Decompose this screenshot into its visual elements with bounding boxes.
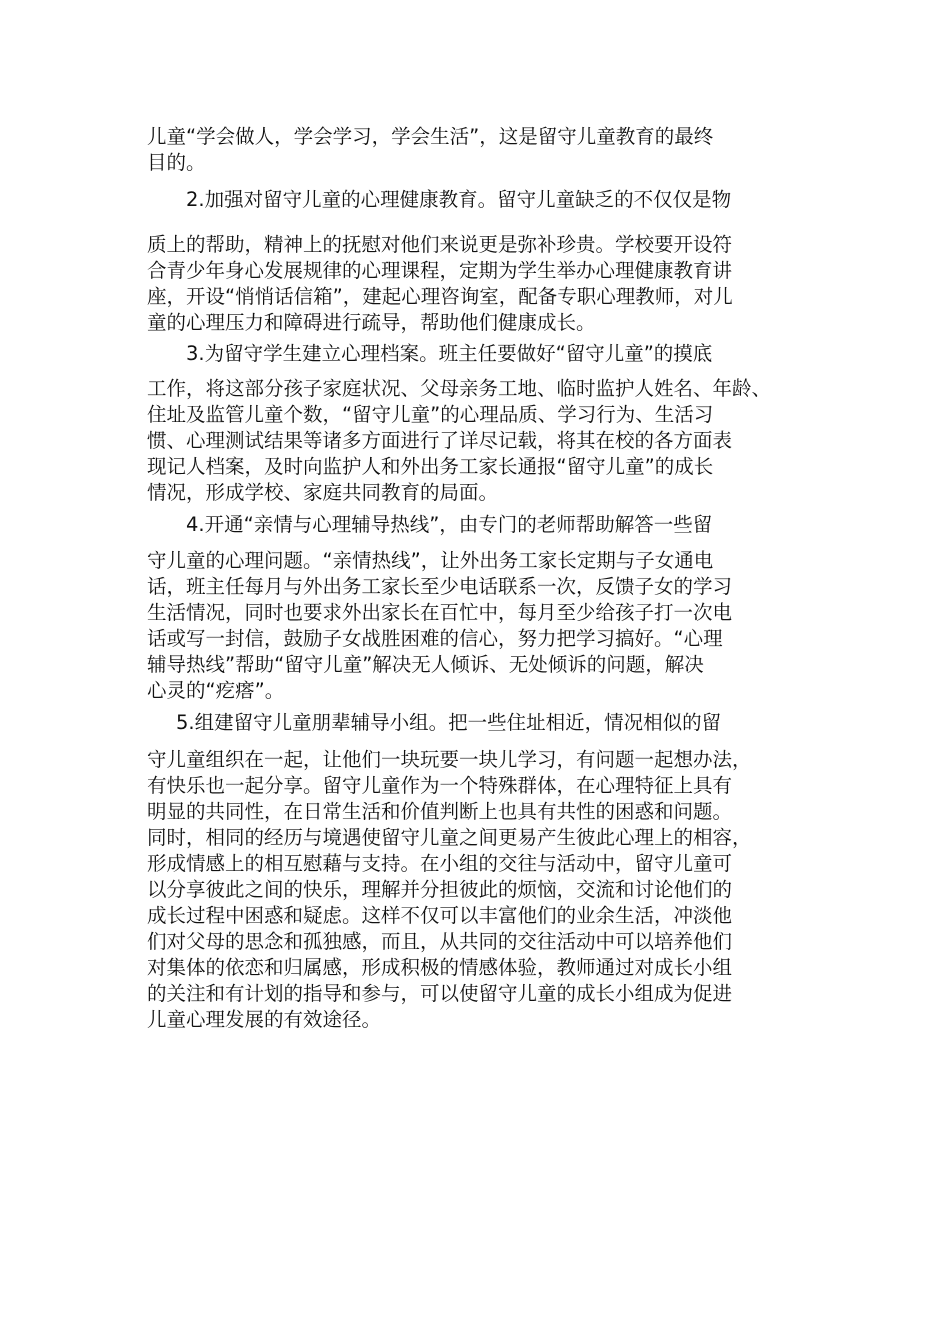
text-line: 形成情感上的相互慰藉与支持。在小组的交往与活动中，留守儿童可 xyxy=(147,852,733,875)
text-line: 守儿童的心理问题。“亲情热线”，让外出务工家长定期与子女通电 xyxy=(147,549,714,572)
text-line: 对集体的依恋和归属感，形成积极的情感体验，教师通过对成长小组 xyxy=(147,956,733,979)
text-line: 话，班主任每月与外出务工家长至少电话联系一次，反馈子女的学习 xyxy=(147,575,733,598)
text-line: 3.为留守学生建立心理档案。班主任要做好“留守儿童”的摸底 xyxy=(186,342,713,365)
text-line: 儿童“学会做人，学会学习，学会生活”，这是留守儿童教育的最终 xyxy=(147,125,714,148)
item3-paragraph xyxy=(147,376,809,506)
item5-paragraph xyxy=(147,747,809,1033)
text-line: 2.加强对留守儿童的心理健康教育。留守儿童缺乏的不仅仅是物 xyxy=(186,188,732,211)
text-line: 辅导热线”帮助“留守儿童”解决无人倾诉、无处倾诉的问题，解决 xyxy=(147,653,704,676)
text-line: 现记人档案，及时向监护人和外出务工家长通报“留守儿童”的成长 xyxy=(147,455,714,478)
item3-heading-line xyxy=(186,341,809,367)
text-line: 有快乐也一起分享。留守儿童作为一个特殊群体，在心理特征上具有 xyxy=(147,774,733,797)
item2-paragraph xyxy=(147,232,809,336)
text-line: 座，开设“悄悄话信箱”，建起心理咨询室，配备专职心理教师，对儿 xyxy=(147,285,733,308)
text-line: 明显的共同性，在日常生活和价值判断上也具有共性的困惑和问题。 xyxy=(147,800,733,823)
text-line: 守儿童组织在一起，让他们一块玩要一块儿学习，有问题一起想办法， xyxy=(147,748,752,771)
text-line: 心灵的“疙瘩”。 xyxy=(147,679,285,702)
text-line: 住址及监管儿童个数，“留守儿童”的心理品质、学习行为、生活习 xyxy=(147,403,714,426)
text-line: 以分享彼此之间的快乐，理解并分担彼此的烦恼，交流和讨论他们的 xyxy=(147,878,733,901)
text-line: 质上的帮助，精神上的抚慰对他们来说更是弥补珍贵。学校要开设符 xyxy=(147,233,733,256)
text-line: 话或写一封信，鼓励子女战胜困难的信心，努力把学习搞好。“心理 xyxy=(147,627,723,650)
text-line: 成长过程中困惑和疑虑。这样不仅可以丰富他们的业余生活，冲淡他 xyxy=(147,904,733,927)
text-line: 们对父母的思念和孤独感，而且，从共同的交往活动中可以培养他们 xyxy=(147,930,733,953)
item4-heading-line xyxy=(186,512,809,538)
intro-paragraph-continuation xyxy=(147,124,809,176)
text-line: 5.组建留守儿童朋辈辅导小组。把一些住址相近，情况相似的留 xyxy=(176,711,722,734)
item2-heading-line xyxy=(186,187,809,213)
text-line: 目的。 xyxy=(147,151,206,174)
text-line: 同时，相同的经历与境遇使留守儿童之间更易产生彼此心理上的相容， xyxy=(147,826,752,849)
text-line: 生活情况，同时也要求外出家长在百忙中，每月至少给孩子打一次电 xyxy=(147,601,733,624)
text-line: 童的心理压力和障碍进行疏导，帮助他们健康成长。 xyxy=(147,311,596,334)
item4-paragraph xyxy=(147,548,809,704)
text-line: 合青少年身心发展规律的心理课程，定期为学生举办心理健康教育讲 xyxy=(147,259,733,282)
text-line: 情况，形成学校、家庭共同教育的局面。 xyxy=(147,481,499,504)
text-line: 的关注和有计划的指导和参与，可以使留守儿童的成长小组成为促进 xyxy=(147,982,733,1005)
text-line: 儿童心理发展的有效途径。 xyxy=(147,1008,382,1031)
text-line: 工作，将这部分孩子家庭状况、父母亲务工地、临时监护人姓名、年龄、 xyxy=(147,377,772,400)
text-line: 4.开通“亲情与心理辅导热线”，由专门的老师帮助解答一些留 xyxy=(186,513,713,536)
item5-heading-line xyxy=(176,710,809,736)
text-line: 惯、心理测试结果等诸多方面进行了详尽记载，将其在校的各方面表 xyxy=(147,429,733,452)
